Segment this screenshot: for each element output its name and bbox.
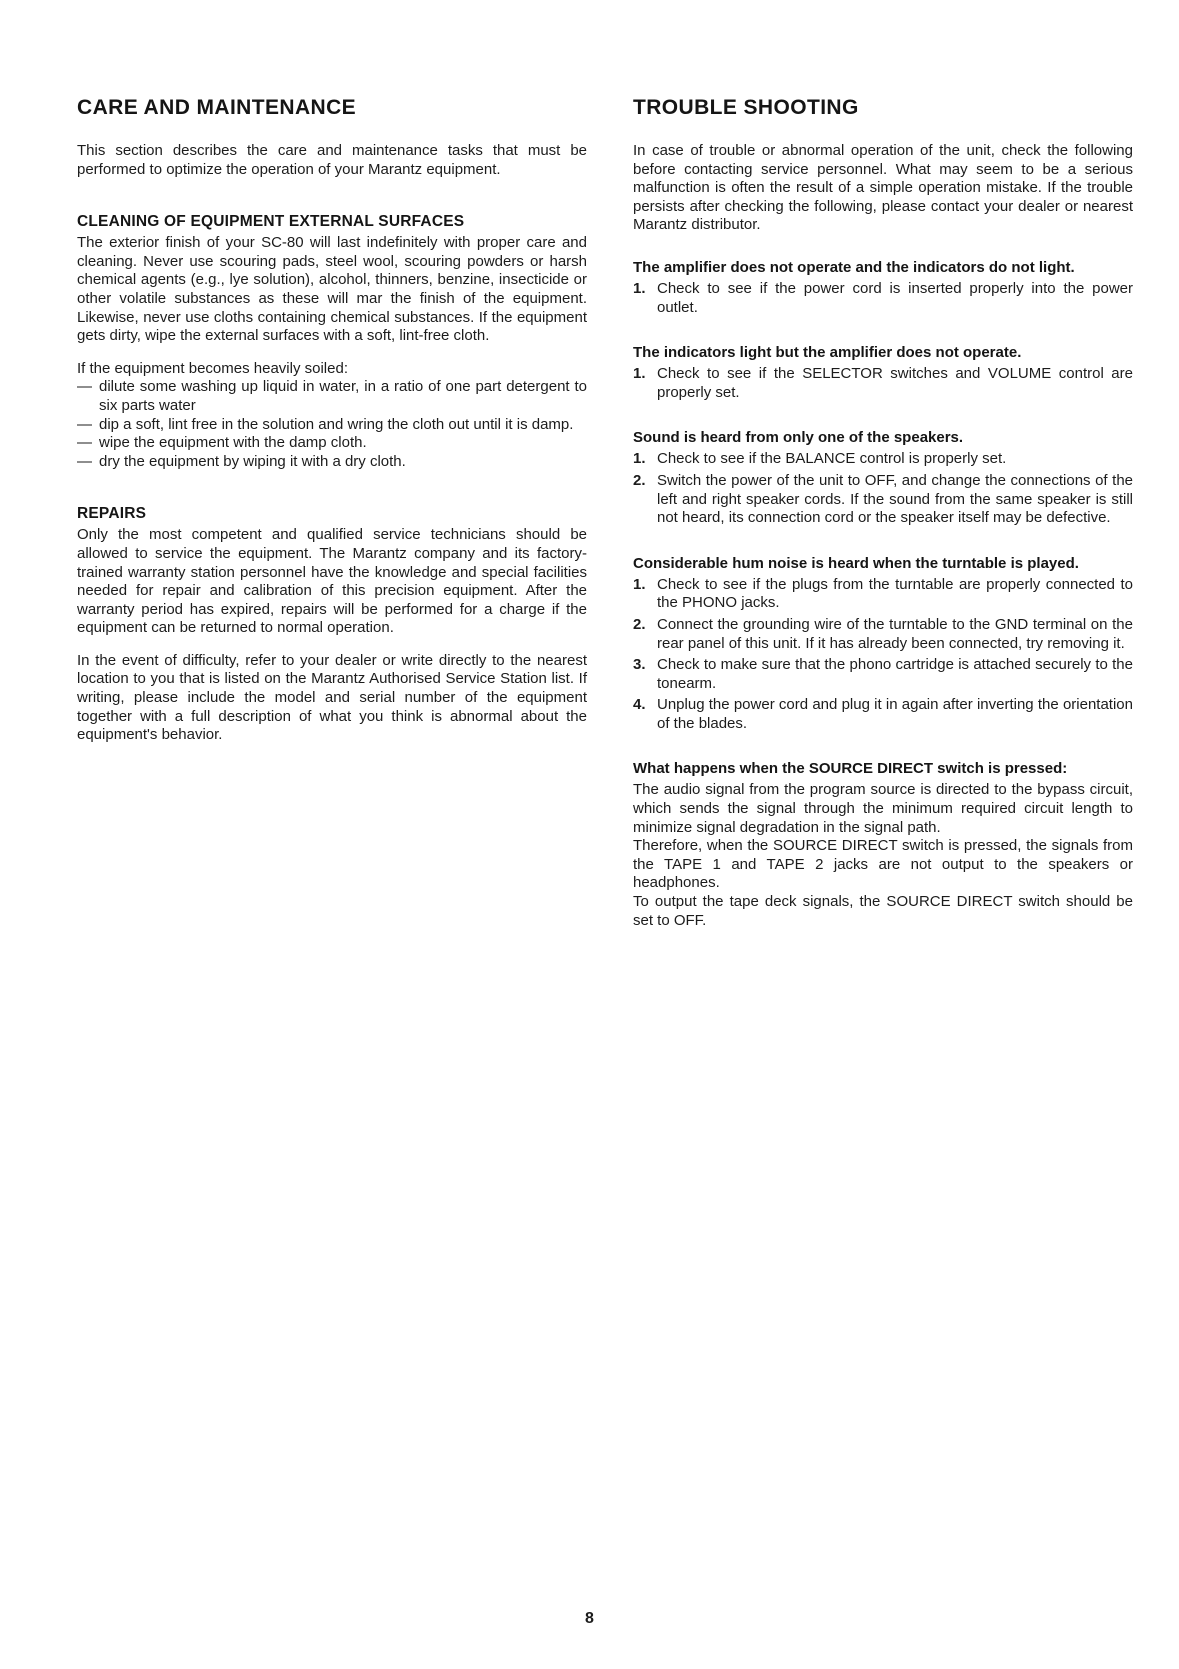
trouble-check-list — [633, 450, 1133, 527]
repairs-paragraph-2: In the event of difficulty, refer to your dealer or write directly to the nearest location to you that is listed on the Marantz Authorised Service Station list. If writing, please include the model and serial number of the equipment together with a full description of what you think is abnormal about the equipment's behavior. — [77, 651, 587, 744]
source-direct-paragraph-1: The audio signal from the program source is directed to the bypass circuit, which sends the signal through the minimum required circuit length to minimize signal degradation in the signal path. — [633, 781, 1133, 836]
source-direct-paragraph-2: Therefore, when the SOURCE DIRECT switch is pressed, the signals from the TAPE 1 and TAPE 2 jacks are not output to the speakers or headphones. — [633, 837, 1133, 892]
check-item: 3. Check to make sure that the phono cartridge is attached securely to the tonearm. — [633, 656, 1133, 692]
trouble-heading: Considerable hum noise is heard when the turntable is played. — [633, 554, 1079, 572]
repairs-heading: REPAIRS — [77, 505, 147, 523]
cleaning-steps-list — [77, 378, 587, 471]
check-item: 2. Connect the grounding wire of the turntable to the GND terminal on the rear panel of this unit. If it has already been connected, try removing it. — [633, 615, 1133, 652]
check-item: 1. Check to see if the plugs from the turntable are properly connected to the PHONO jacks. — [633, 575, 1133, 612]
care-intro-paragraph: This section describes the care and maintenance tasks that must be performed to optimize the operation of your Marantz equipment. — [77, 142, 587, 178]
check-item: 1. Check to see if the power cord is inserted properly into the power outlet. — [633, 279, 1133, 316]
trouble-shooting-title: TROUBLE SHOOTING — [633, 96, 859, 119]
care-maintenance-column — [77, 96, 587, 745]
trouble-heading: Sound is heard from only one of the speakers. — [633, 429, 964, 447]
cleaning-step: — wipe the equipment with the damp cloth. — [77, 434, 367, 452]
check-item: 4. Unplug the power cord and plug it in again after inverting the orientation of the blades. — [633, 696, 1133, 732]
trouble-heading: The indicators light but the amplifier does not operate. — [633, 344, 1022, 362]
trouble-intro-paragraph: In case of trouble or abnormal operation of the unit, check the following before contacting service personnel. What may seem to be a serious malfunction is often the result of a simple operation mistake. If the trouble persists after checking the following, please contact your dealer or nearest Marantz distributor. — [633, 142, 1133, 234]
check-item: 2. Switch the power of the unit to OFF, and change the connections of the left and right speaker cords. If the sound from the same speaker is still not heard, its connection cord or the speaker itself may be defective. — [633, 471, 1133, 527]
heavily-soiled-intro: If the equipment becomes heavily soiled: — [77, 359, 348, 377]
check-item: 1. Check to see if the BALANCE control is properly set. — [633, 450, 1007, 468]
cleaning-step: — dilute some washing up liquid in water, in a ratio of one part detergent to six parts water — [77, 378, 587, 414]
source-direct-paragraph-3: To output the tape deck signals, the SOURCE DIRECT switch should be set to OFF. — [633, 893, 1133, 929]
trouble-check-list — [633, 576, 1133, 734]
source-direct-heading: What happens when the SOURCE DIRECT switch is pressed: — [633, 760, 1068, 778]
trouble-heading: The amplifier does not operate and the indicators do not light. — [633, 258, 1075, 276]
care-maintenance-title: CARE AND MAINTENANCE — [77, 96, 357, 119]
cleaning-step: — dry the equipment by wiping it with a dry cloth. — [77, 452, 406, 470]
repairs-paragraph-1: Only the most competent and qualified service technicians should be allowed to service the equipment. The Marantz company and its factory-trained warranty station personnel have the knowledge and special facilities needed for repair and calibration of this precision equipment. After the warranty period has expired, repairs will be performed for a charge if the equipment can be returned to normal operation. — [77, 526, 587, 637]
trouble-check-list — [633, 365, 1133, 402]
page-number: 8 — [585, 1610, 594, 1627]
cleaning-step: — dip a soft, lint free in the solution and wring the cloth out until it is damp. — [77, 415, 574, 433]
cleaning-paragraph: The exterior finish of your SC-80 will last indefinitely with proper care and cleaning. Never use scouring pads, steel wool, scouring powders or harsh chemical agents (e.g., lye solution), alcohol, thinners, benzine, insecticide or other volatile substances as these will mar the finish of the equipment. Likewise, never use cloths containing chemical substances. If the equipment gets dirty, wipe the external surfaces with a soft, lint-free cloth. — [77, 234, 587, 345]
cleaning-heading: CLEANING OF EQUIPMENT EXTERNAL SURFACES — [77, 213, 465, 231]
check-item: 1. Check to see if the SELECTOR switches and VOLUME control are properly set. — [633, 365, 1133, 401]
trouble-check-list — [633, 280, 1133, 317]
trouble-shooting-column — [633, 96, 1133, 930]
